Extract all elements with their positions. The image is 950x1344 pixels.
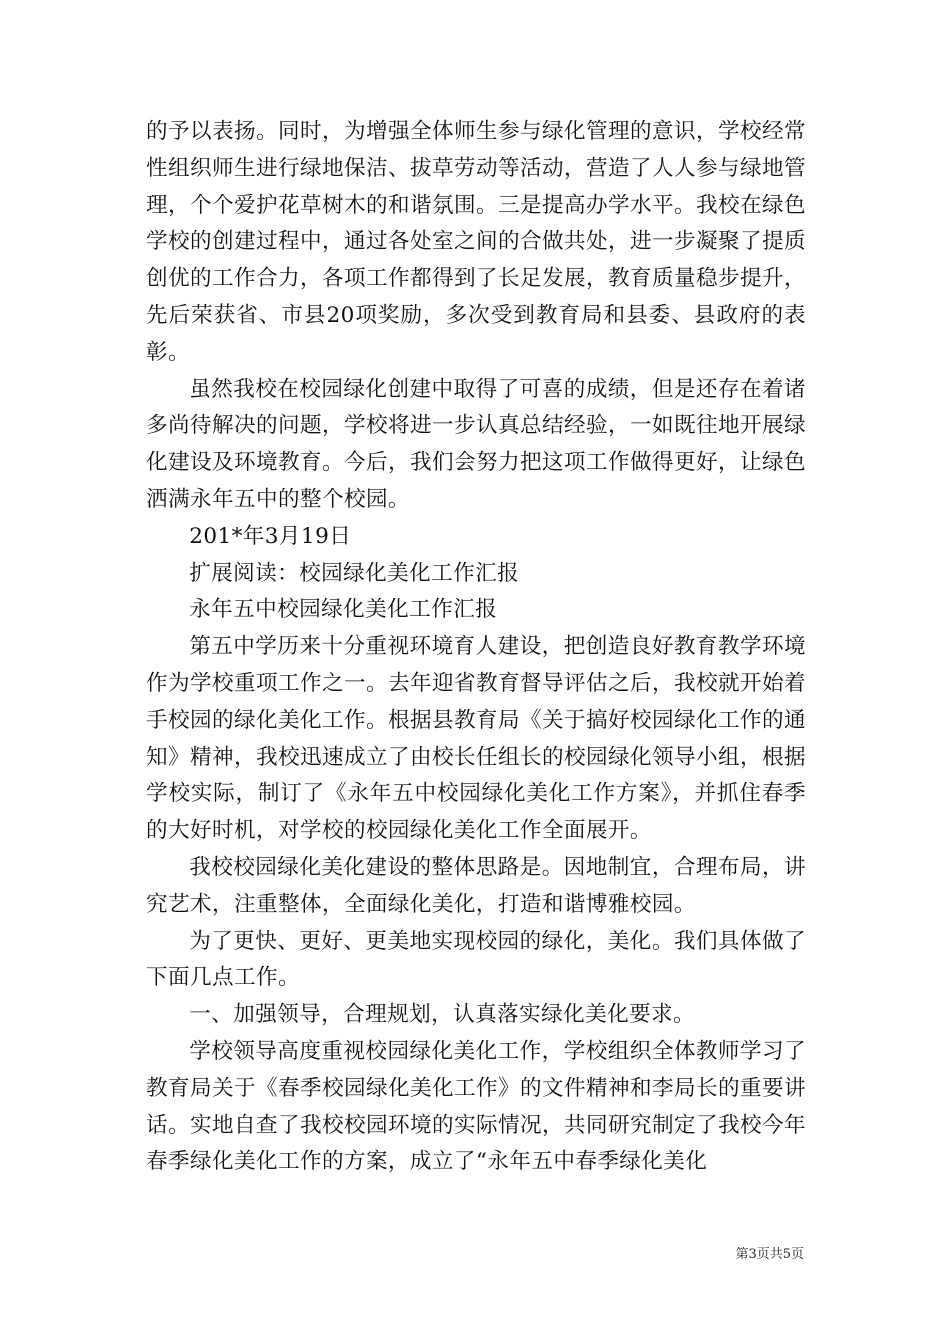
document-body bbox=[146, 114, 806, 1181]
paragraph-3: 第五中学历来十分重视环境育人建设，把创造良好教育教学环境作为学校重项工作之一。去年迎省教育督导评估之后，我校就开始着手校园的绿化美化工作。根据县教育局《关于搞好校园绿化工作的通知》精神，我校迅速成立了由校长任组长的校园绿化领导小组，根据学校实际，制订了《永年五中校园绿化美化工作方案》，并抓住春季的大好时机，对学校的校园绿化美化工作全面展开。 bbox=[146, 634, 806, 844]
report-title: 永年五中校园绿化美化工作汇报 bbox=[189, 597, 498, 623]
extended-reading-line: 扩展阅读：校园绿化美化工作汇报 bbox=[189, 560, 520, 586]
paragraph-2: 虽然我校在校园绿化创建中取得了可喜的成绩，但是还存在着诸多尚待解决的问题，学校将进一步认真总结经验，一如既往地开展绿化建设及环境教育。今后，我们会努力把这项工作做得更好，让绿色洒满永年五中的整个校园。 bbox=[146, 376, 806, 512]
paragraph-6: 学校领导高度重视校园绿化美化工作，学校组织全体教师学习了教育局关于《春季校园绿化美化工作》的文件精神和李局长的重要讲话。实地自查了我校校园环境的实际情况，共同研究制定了我校今年春季绿化美化工作的方案，成立了“永年五中春季绿化美化 bbox=[146, 1038, 806, 1175]
paragraph-4: 我校校园绿化美化建设的整体思路是。因地制宜，合理布局，讲究艺术，注重整体，全面绿化美化，打造和谐博雅校园。 bbox=[146, 854, 806, 917]
page-number-footer: 第3页共5页 bbox=[735, 1247, 804, 1262]
paragraph-1: 的予以表扬。同时，为增强全体师生参与绿化管理的意识，学校经常性组织师生进行绿地保洁、拔草劳动等活动，营造了人人参与绿地管理，个个爱护花草树木的和谐氛围。三是提高办学水平。我校在绿色学校的创建过程中，通过各处室之间的合做共处，进一步凝聚了提质创优的工作合力，各项工作都得到了长足发展，教育质量稳步提升，先后荣获省、市县20项奖励，多次受到教育局和县委、县政府的表彰。 bbox=[146, 119, 806, 365]
section-heading-1: 一、加强领导，合理规划，认真落实绿化美化要求。 bbox=[189, 1002, 696, 1028]
date-line: 201*年3月19日 bbox=[189, 523, 352, 549]
paragraph-5: 为了更快、更好、更美地实现校园的绿化，美化。我们具体做了下面几点工作。 bbox=[146, 928, 806, 991]
